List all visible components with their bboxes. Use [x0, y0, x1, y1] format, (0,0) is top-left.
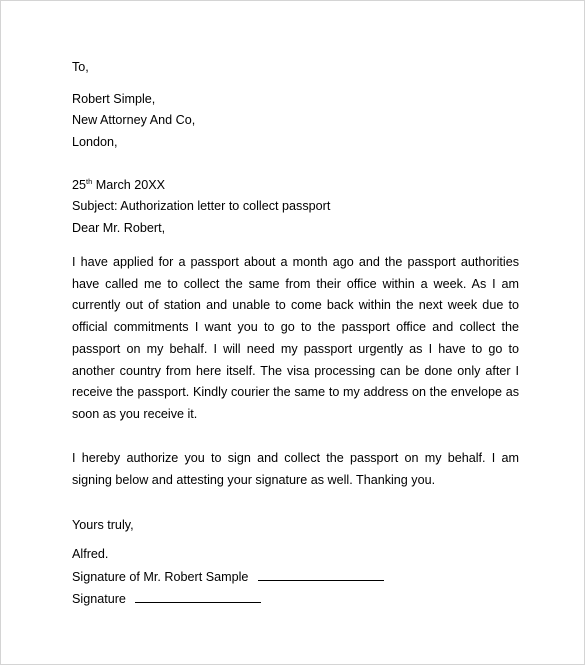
date-day-suffix: th	[86, 177, 93, 186]
date-day: 25	[72, 178, 87, 192]
letter-closing: Yours truly,	[72, 518, 134, 532]
signature-robert-row	[72, 568, 384, 585]
recipient-name: Robert Simple,	[72, 92, 156, 106]
paragraph-line: signing below and attesting your signature as well. Thanking you.	[72, 472, 436, 487]
body-paragraph-1	[72, 252, 519, 426]
letter-date	[72, 177, 165, 193]
letter-subject: Subject: Authorization letter to collect passport	[72, 199, 331, 213]
sender-name: Alfred.	[72, 547, 109, 561]
recipient-company: New Attorney And Co,	[72, 113, 196, 127]
letter-greeting: Dear Mr. Robert,	[72, 221, 166, 235]
salutation-to: To,	[72, 60, 89, 74]
recipient-city: London,	[72, 135, 118, 149]
signature-line	[135, 590, 261, 603]
signature-robert-label: Signature of Mr. Robert Sample	[72, 570, 249, 584]
signature-row	[72, 590, 261, 607]
signature-robert-line	[258, 568, 384, 581]
paragraph-line: currently out of station and unable to come back within the next week due to	[72, 298, 519, 313]
paragraph-line: another country from here itself. The visa processing can be done only after I	[72, 363, 519, 378]
paragraph-line: I have applied for a passport about a month ago and the passport authorities	[72, 255, 519, 269]
paragraph-line: have called me to collect the same from their office within a week. As I am	[72, 276, 519, 291]
paragraph-line: passport on my behalf. I will need my passport urgently as I have to go to	[72, 341, 519, 356]
paragraph-line: soon as you receive it.	[72, 406, 198, 421]
date-month-year: March 20XX	[92, 178, 166, 192]
paragraph-line: receive the passport. Kindly courier the same to my address on the envelope as	[72, 385, 519, 400]
paragraph-line: I hereby authorize you to sign and collect the passport on my behalf. I am	[72, 451, 519, 465]
body-paragraph-2	[72, 448, 519, 491]
signature-label: Signature	[72, 592, 126, 606]
paragraph-line: official commitments I want you to go to the passport office and collect the	[72, 320, 519, 335]
